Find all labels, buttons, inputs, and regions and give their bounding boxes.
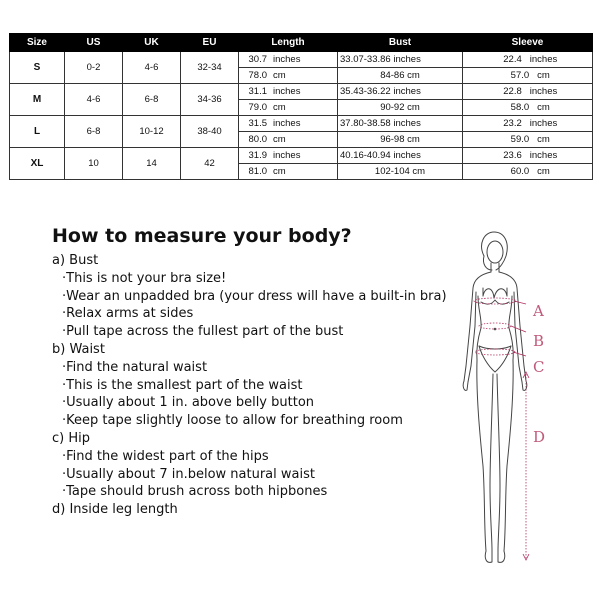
unit-inches: inches (529, 54, 558, 65)
length-cm (239, 68, 338, 84)
bust-line (474, 298, 516, 304)
header-size: Size (10, 34, 65, 52)
length-inches-value: 31.1 (248, 86, 267, 97)
length-inches-value: 30.7 (248, 54, 267, 65)
bust-cm (338, 68, 463, 84)
list-item: ·This is the smallest part of the waist (62, 377, 303, 393)
length-cm-value: 79.0 (248, 102, 267, 113)
unit-inches: inches (273, 86, 301, 97)
label-c: C (533, 358, 545, 376)
us-size: 6-8 (65, 116, 123, 148)
sleeve-inches (463, 148, 593, 164)
unit-cm: cm (273, 134, 286, 145)
length-cm-value: 81.0 (248, 166, 267, 177)
label-b: B (533, 332, 545, 350)
length-cm-value: 78.0 (248, 70, 267, 81)
size-table-header-row (10, 34, 593, 52)
body-outline (463, 232, 527, 562)
uk-size: 14 (123, 148, 181, 180)
us-size: 4-6 (65, 84, 123, 116)
length-inches-value: 31.9 (248, 150, 267, 161)
table-row (10, 148, 593, 164)
section-heading-waist: b) Waist (52, 341, 105, 357)
header-sleeve: Sleeve (463, 34, 593, 52)
measurement-lines (474, 298, 526, 558)
unit-inches: inches (393, 150, 421, 161)
unit-cm: cm (537, 134, 550, 145)
sleeve-inches (463, 84, 593, 100)
eu-size: 32-34 (181, 52, 239, 84)
unit-inches: inches (393, 54, 421, 65)
header-uk: UK (123, 34, 181, 52)
unit-cm: cm (407, 102, 420, 113)
unit-cm: cm (537, 102, 550, 113)
bust-inches (338, 52, 463, 68)
table-row (10, 116, 593, 132)
list-item: ·Keep tape slightly loose to allow for breathing room (62, 413, 403, 429)
howto-title: How to measure your body? (52, 225, 352, 247)
sleeve-cm (463, 68, 593, 84)
body-measurement-figure (456, 226, 566, 586)
sleeve-cm-value: 60.0 (510, 166, 530, 177)
unit-cm: cm (273, 166, 286, 177)
length-inches (239, 116, 338, 132)
label-d: D (533, 428, 546, 446)
eu-size: 38-40 (181, 116, 239, 148)
length-cm (239, 164, 338, 180)
section-heading-inside-leg: d) Inside leg length (52, 502, 178, 518)
unit-inches: inches (529, 150, 558, 161)
sleeve-cm-value: 59.0 (510, 134, 530, 145)
size-label: M (10, 84, 65, 116)
list-item: ·Usually about 1 in. above belly button (62, 395, 315, 411)
bust-inches (338, 84, 463, 100)
table-row (10, 52, 593, 68)
unit-inches: inches (273, 118, 301, 129)
sleeve-inches-value: 23.6 (503, 150, 522, 161)
section-heading-hip: c) Hip (52, 430, 90, 446)
list-item: ·Usually about 7 in.below natural waist (62, 466, 315, 482)
list-item: ·Tape should brush across both hipbones (62, 484, 328, 500)
length-inches (239, 52, 338, 68)
unit-cm: cm (412, 166, 426, 177)
bust-inches-value: 35.43-36.22 (340, 86, 391, 97)
unit-cm: cm (273, 102, 286, 113)
uk-size: 6-8 (123, 84, 181, 116)
bust-inches-value: 33.07-33.86 (340, 54, 391, 65)
bust-inches (338, 148, 463, 164)
bust-cm-value: 96-98 (380, 134, 405, 145)
unit-inches: inches (529, 118, 558, 129)
sleeve-inches-value: 23.2 (503, 118, 522, 129)
uk-size: 4-6 (123, 52, 181, 84)
length-inches (239, 84, 338, 100)
size-label: S (10, 52, 65, 84)
length-cm-value: 80.0 (248, 134, 267, 145)
size-label: XL (10, 148, 65, 180)
bust-inches-value: 37.80-38.58 (340, 118, 391, 129)
unit-inches: inches (273, 54, 301, 65)
unit-inches: inches (393, 86, 421, 97)
sleeve-inches-value: 22.4 (503, 54, 522, 65)
sleeve-inches-value: 22.8 (503, 86, 522, 97)
header-us: US (65, 34, 123, 52)
size-chart-table (9, 33, 593, 180)
bust-cm (338, 164, 463, 180)
list-item: ·Find the widest part of the hips (62, 448, 269, 464)
length-cm (239, 132, 338, 148)
size-label: L (10, 116, 65, 148)
unit-cm: cm (537, 70, 550, 81)
sleeve-cm (463, 164, 593, 180)
sleeve-cm (463, 100, 593, 116)
bust-cm-value: 102-104 (374, 166, 410, 177)
us-size: 0-2 (65, 52, 123, 84)
sleeve-cm-value: 57.0 (510, 70, 530, 81)
list-item: ·Pull tape across the fullest part of the bust (62, 324, 344, 340)
list-item: ·This is not your bra size! (62, 270, 227, 286)
unit-cm: cm (537, 166, 550, 177)
us-size: 10 (65, 148, 123, 180)
list-item: ·Wear an unpadded bra (your dress will have a built-in bra) (62, 288, 447, 304)
uk-size: 10-12 (123, 116, 181, 148)
list-item: ·Relax arms at sides (62, 306, 194, 322)
eu-size: 34-36 (181, 84, 239, 116)
unit-cm: cm (273, 70, 286, 81)
sleeve-inches (463, 52, 593, 68)
measurement-instructions (52, 252, 447, 519)
section-heading-bust: a) Bust (52, 253, 99, 268)
unit-inches: inches (393, 118, 421, 129)
sleeve-cm-value: 58.0 (510, 102, 530, 113)
list-item: ·Find the natural waist (62, 359, 208, 375)
header-length: Length (239, 34, 338, 52)
bust-inches-value: 40.16-40.94 (340, 150, 391, 161)
header-bust: Bust (338, 34, 463, 52)
header-eu: EU (181, 34, 239, 52)
table-row (10, 84, 593, 100)
length-inches-value: 31.5 (248, 118, 267, 129)
label-a: A (533, 302, 544, 320)
unit-inches: inches (529, 86, 558, 97)
bust-cm-value: 90-92 (380, 102, 405, 113)
bust-inches (338, 116, 463, 132)
unit-inches: inches (273, 150, 301, 161)
length-cm (239, 100, 338, 116)
bust-cm (338, 132, 463, 148)
length-inches (239, 148, 338, 164)
unit-cm: cm (407, 134, 420, 145)
bust-cm-value: 84-86 (380, 70, 405, 81)
eu-size: 42 (181, 148, 239, 180)
sleeve-inches (463, 116, 593, 132)
sleeve-cm (463, 132, 593, 148)
unit-cm: cm (407, 70, 420, 81)
bust-cm (338, 100, 463, 116)
